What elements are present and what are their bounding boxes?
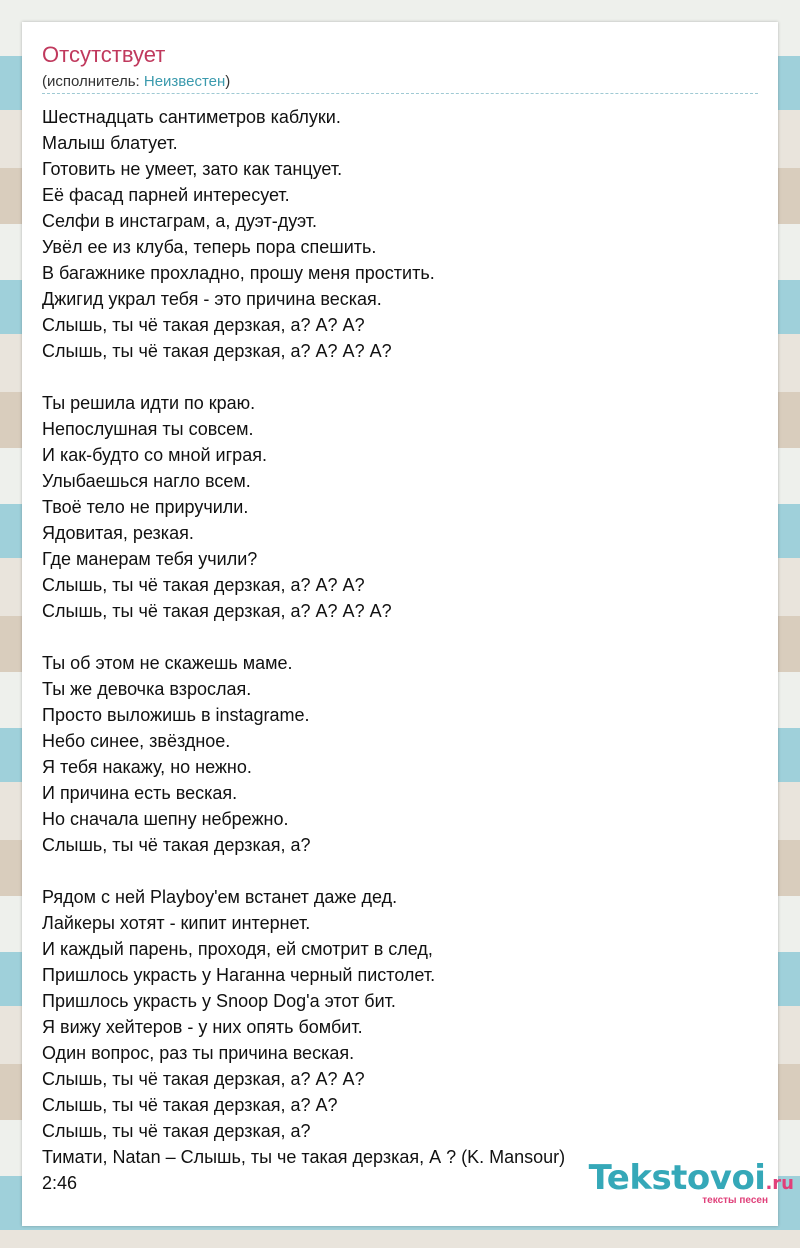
lyric-line: Ты об этом не скажешь маме. — [42, 653, 293, 673]
artist-link[interactable]: Неизвестен — [143, 73, 226, 90]
artist-line — [42, 73, 230, 90]
site-logo[interactable] — [589, 1158, 794, 1198]
lyric-line: И причина есть веская. — [42, 783, 238, 803]
lyric-line: Селфи в инстаграм, а, дуэт-дуэт. — [42, 211, 318, 231]
lyric-line: Шестнадцать сантиметров каблуки. — [42, 107, 341, 127]
logo-tagline: тексты песен — [702, 1195, 768, 1206]
lyric-line: Малыш блатует. — [42, 133, 178, 153]
lyric-line: Пришлось украсть у Snoop Dog'a этот бит. — [42, 991, 396, 1011]
lyric-line: И каждый парень, проходя, ей смотрит в след, — [42, 939, 433, 959]
song-title: Отсутствует — [42, 42, 166, 67]
lyric-line: Пришлось украсть у Наганна черный пистолет. — [42, 965, 436, 985]
verse-3 — [42, 650, 758, 858]
lyric-line: Ты решила идти по краю. — [42, 393, 256, 413]
lyrics-body — [42, 104, 758, 1144]
lyrics-card — [22, 22, 778, 1226]
verse-gap — [42, 624, 758, 650]
lyric-line: Слышь, ты чё такая дерзкая, а? А? А? А? — [42, 601, 392, 621]
logo-name: Tekstovoi — [588, 1158, 766, 1198]
lyric-line: Улыбаешься нагло всем. — [42, 471, 251, 491]
lyric-line: Слышь, ты чё такая дерзкая, а? — [42, 1121, 311, 1141]
song-duration: 2:46 — [42, 1173, 78, 1193]
verse-gap — [42, 364, 758, 390]
lyric-line: Лайкеры хотят - кипит интернет. — [42, 913, 311, 933]
artist-suffix: ) — [225, 73, 231, 90]
verse-gap — [42, 858, 758, 884]
lyric-line: И как-будто со мной играя. — [42, 445, 267, 465]
lyric-line: Её фасад парней интересует. — [42, 185, 290, 205]
lyric-line: Твоё тело не приручили. — [42, 497, 249, 517]
lyric-line: Слышь, ты чё такая дерзкая, а? А? А? — [42, 1069, 365, 1089]
lyric-line: Слышь, ты чё такая дерзкая, а? — [42, 835, 311, 855]
lyric-line: Рядом с ней Playboy'ем встанет даже дед. — [42, 887, 398, 907]
lyric-line: Готовить не умеет, зато как танцует. — [42, 159, 343, 179]
lyric-line: Я вижу хейтеров - у них опять бомбит. — [42, 1017, 363, 1037]
lyric-line: Слышь, ты чё такая дерзкая, а? А? А? — [42, 315, 365, 335]
lyric-line: Слышь, ты чё такая дерзкая, а? А? А? — [42, 575, 365, 595]
lyric-line: Небо синее, звёздное. — [42, 731, 231, 751]
lyric-line: В багажнике прохладно, прошу меня простить. — [42, 263, 435, 283]
lyric-line: Я тебя накажу, но нежно. — [42, 757, 252, 777]
lyric-line: Слышь, ты чё такая дерзкая, а? А? — [42, 1095, 338, 1115]
verse-2 — [42, 390, 758, 624]
lyric-line: Где манерам тебя учили? — [42, 549, 258, 569]
lyric-line: Непослушная ты совсем. — [42, 419, 254, 439]
lyric-line: Джигид украл тебя - это причина веская. — [42, 289, 382, 309]
lyric-line: Просто выложишь в instagrame. — [42, 705, 310, 725]
lyric-line: Слышь, ты чё такая дерзкая, а? А? А? А? — [42, 341, 392, 361]
lyric-line: Но сначала шепну небрежно. — [42, 809, 289, 829]
lyric-line: Увёл ее из клуба, теперь пора спешить. — [42, 237, 377, 257]
lyric-line: Ядовитая, резкая. — [42, 523, 194, 543]
divider — [42, 93, 758, 94]
lyric-line: Один вопрос, раз ты причина веская. — [42, 1043, 355, 1063]
song-credit: Тимати, Natan – Слышь, ты че такая дерзкая, А ? (K. Mansour) — [42, 1147, 566, 1167]
lyric-line: Ты же девочка взрослая. — [42, 679, 252, 699]
artist-prefix: (исполнитель: — [42, 73, 144, 90]
verse-4 — [42, 884, 758, 1144]
verse-1 — [42, 104, 758, 364]
logo-tld: .ru — [765, 1173, 794, 1194]
